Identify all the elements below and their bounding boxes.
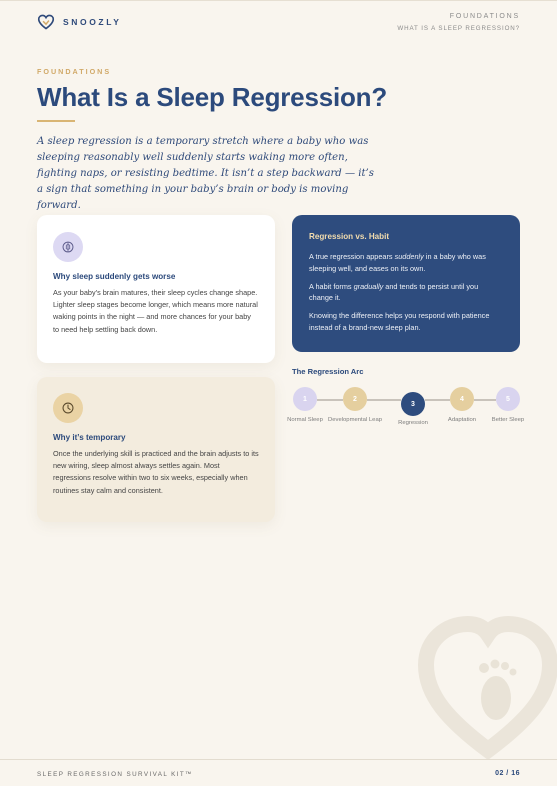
arc-stage	[325, 387, 385, 425]
arc-stage-label: Normal Sleep	[287, 417, 323, 423]
page-title: What Is a Sleep Regression?	[37, 82, 388, 112]
intro-paragraph: A sleep regression is a temporary stretch where a baby who was sleeping reasonably well suddenly starts waking more often, fighting naps, or resisting bedtime. It isn’t a step backward — it’s a sign that something in your baby’s brain or body is moving forward.	[37, 136, 374, 211]
arc-stage-number: 3	[401, 392, 425, 416]
clock-icon	[53, 393, 83, 423]
card-why-worse	[37, 215, 275, 363]
running-header	[397, 13, 520, 32]
brand-name: SNOOZLY	[63, 17, 122, 27]
card-regression-vs-habit	[292, 215, 520, 352]
footer-divider	[0, 759, 557, 760]
arc-stage-number: 5	[496, 387, 520, 411]
arc-stage	[478, 387, 538, 425]
arc-stage-number: 4	[450, 387, 474, 411]
habit-paragraph-1: A true regression appears suddenly in a baby who was sleeping well, and eases on its own.	[309, 252, 486, 273]
card-temp-title: Why it’s temporary	[53, 433, 126, 442]
page-number: 02 / 16	[495, 770, 520, 777]
arc-stage-label: Regression	[398, 420, 428, 426]
header-section: FOUNDATIONS	[449, 13, 520, 20]
top-border	[0, 0, 557, 1]
habit-paragraph-3: Knowing the difference helps you respond with patience instead of a brand-new sleep plan.	[309, 311, 490, 332]
arc-title: The Regression Arc	[292, 367, 364, 376]
habit-title: Regression vs. Habit	[309, 232, 390, 241]
card-why-temporary	[37, 377, 275, 522]
card-worse-body: As your baby’s brain matures, their sleep cycles change shape. Lighter sleep stages become longer, which means more natural waking points in the night — and more chances for your baby to need help settling back down.	[53, 288, 258, 334]
arc-stage-number: 1	[293, 387, 317, 411]
card-temp-body: Once the underlying skill is practiced and the brain adjusts to its new wiring, sleep almost always settles again. Most regressions resolve within two to six weeks, especially when routines stay calm and consistent.	[53, 449, 259, 495]
footer-doc-title: SLEEP REGRESSION SURVIVAL KIT™	[37, 771, 193, 778]
brand-logo[interactable]	[37, 14, 122, 30]
header-page-title: WHAT IS A SLEEP REGRESSION?	[397, 25, 520, 32]
watermark-heart-footprint-icon	[418, 610, 557, 760]
arc-stage-number: 2	[343, 387, 367, 411]
arc-stage-label: Developmental Leap	[327, 417, 383, 423]
card-worse-title: Why sleep suddenly gets worse	[53, 272, 176, 281]
heart-logo-icon	[37, 14, 55, 30]
brain-icon	[53, 232, 83, 262]
arc-stage-label: Better Sleep	[491, 417, 525, 423]
section-eyebrow: FOUNDATIONS	[37, 67, 112, 76]
title-underline	[37, 120, 75, 122]
arc-stage-label: Adaptation	[447, 417, 477, 423]
habit-paragraph-2: A habit forms gradually and tends to persist until you change it.	[309, 281, 479, 303]
